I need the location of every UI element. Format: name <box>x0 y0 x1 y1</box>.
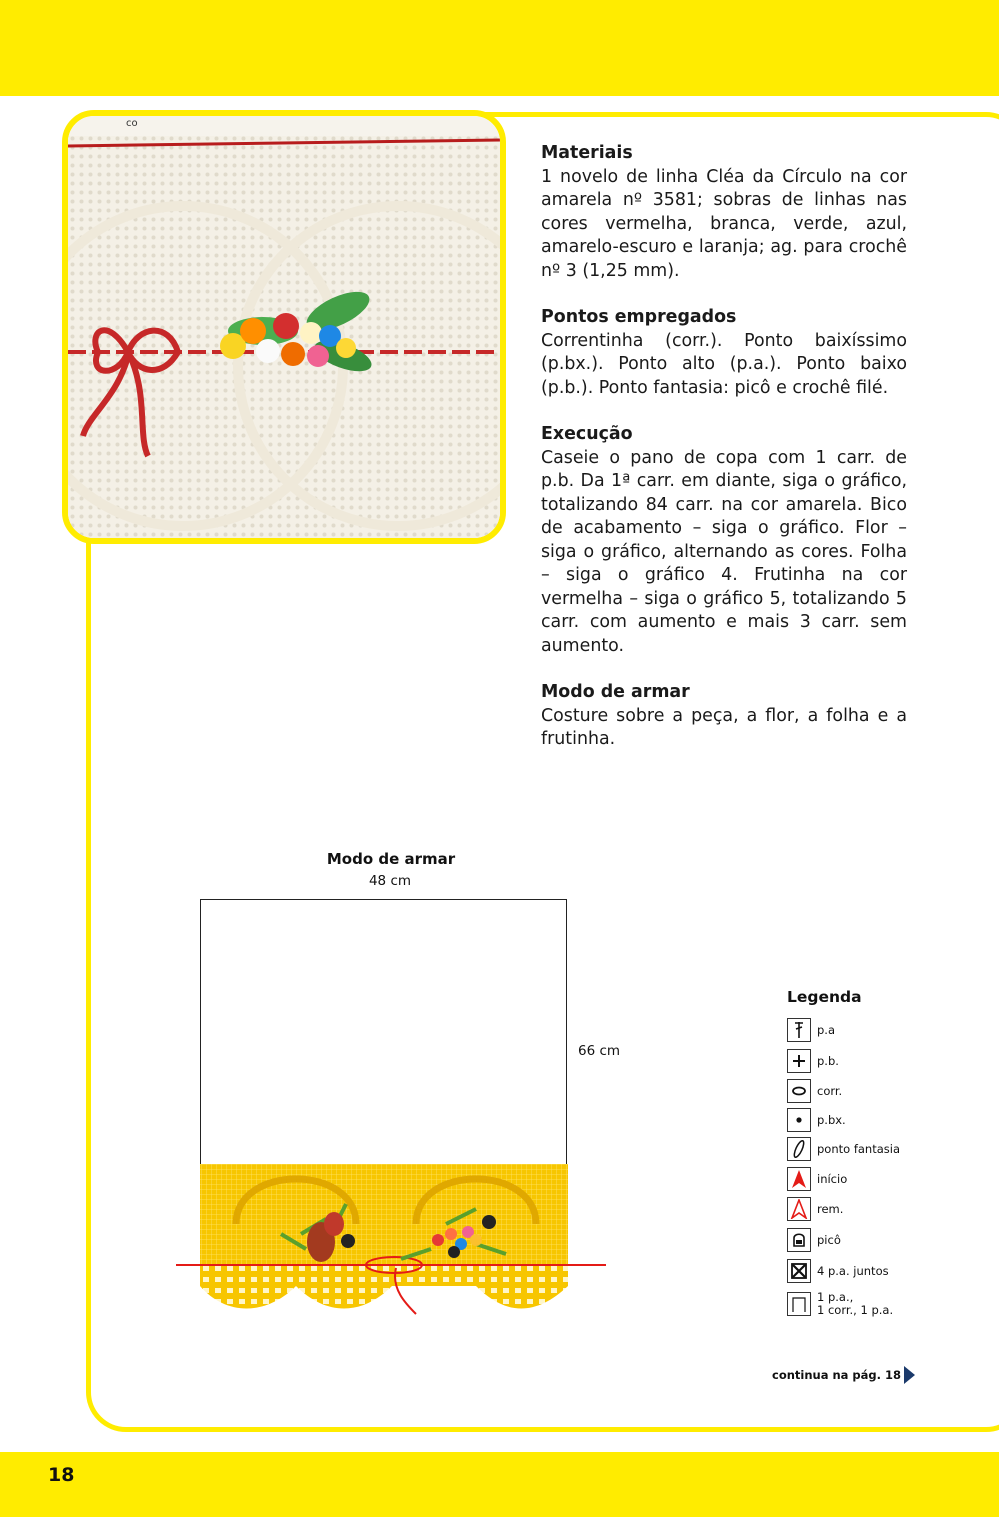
treble-crochet-icon <box>787 1018 811 1042</box>
legend-label: p.bx. <box>817 1112 846 1127</box>
picot-icon <box>787 1228 811 1252</box>
legend-label: início <box>817 1171 848 1186</box>
bottom-yellow-band <box>0 1452 999 1517</box>
legend-item-fantasia <box>787 1136 900 1162</box>
legend-item-pico <box>787 1227 841 1253</box>
diagram-height-label: 66 cm <box>578 1043 621 1059</box>
continue-link[interactable] <box>772 1366 915 1384</box>
diagram-title: Modo de armar <box>326 850 456 868</box>
crochet-border-chart <box>176 1164 606 1319</box>
photo-label: co <box>126 118 138 129</box>
legend-item-4pa <box>787 1258 889 1284</box>
legend-title: Legenda <box>787 988 862 1006</box>
legend-label: 1 p.a., 1 corr., 1 p.a. <box>817 1290 894 1317</box>
stitches-text: Correntinha (corr.). Ponto baixíssimo (p.bx.). Ponto alto (p.a.). Ponto baixo (p.b.). Ponto fantasia: picô e crochê filé. <box>541 330 907 398</box>
play-arrow-icon <box>904 1366 915 1384</box>
execution-text: Caseie o pano de copa com 1 carr. de p.b. Da 1ª carr. em diante, siga o gráfico, totalizando 84 carr. na cor amarela. Bico de acabamento – siga o gráfico. Flor – siga o gráfico, alternando as cores. Folha – siga o gráfico 4. Frutinha na cor vermelha – siga o gráfico 5, totalizando 5 carr. com aumento e mais 3 carr. sem aumento. <box>541 447 907 656</box>
instructions-column <box>541 142 907 775</box>
start-arrow-icon <box>787 1167 811 1191</box>
materials-text: 1 novelo de linha Cléa da Círculo na cor amarela nº 3581; sobras de linhas nas cores vermelha, branca, verde, azul, amarelo-escuro e laranja; ag. para crochê nº 3 (1,25 mm). <box>541 166 907 281</box>
single-crochet-icon <box>787 1049 811 1073</box>
legend-item-pb <box>787 1048 839 1074</box>
assembly-heading: Modo de armar <box>541 682 690 702</box>
crochet-towel-photo <box>68 116 500 538</box>
page-number: 18 <box>48 1464 75 1486</box>
continue-text: continua na pág. 18 <box>772 1368 902 1382</box>
legend-item-mesh <box>787 1290 893 1318</box>
legend-label: ponto fantasia <box>817 1141 900 1156</box>
assembly-text: Costure sobre a peça, a flor, a folha e a frutinha. <box>541 705 907 749</box>
fancy-stitch-icon <box>787 1137 811 1161</box>
diagram-width-label: 48 cm <box>368 873 412 889</box>
legend-item-corr <box>787 1078 842 1104</box>
legend-label: p.a <box>817 1022 836 1037</box>
legend-item-pbx <box>787 1107 846 1133</box>
four-together-icon <box>787 1259 811 1283</box>
product-photo <box>62 110 506 544</box>
stitches-heading: Pontos empregados <box>541 307 737 327</box>
legend-label: rem. <box>817 1201 844 1216</box>
legend-item-inicio <box>787 1166 847 1192</box>
execution-heading: Execução <box>541 424 633 444</box>
legend-item-pa <box>787 1017 835 1043</box>
open-mesh-icon <box>787 1292 811 1316</box>
slip-stitch-icon <box>787 1108 811 1132</box>
legend-item-rem <box>787 1196 843 1222</box>
towel-outline <box>200 899 567 1166</box>
fasten-off-arrow-icon <box>787 1197 811 1221</box>
chain-icon <box>787 1079 811 1103</box>
legend-label: p.b. <box>817 1053 839 1068</box>
legend-label: corr. <box>817 1083 843 1098</box>
legend-label: 4 p.a. juntos <box>817 1263 889 1278</box>
legend-label: picô <box>817 1232 841 1247</box>
materials-heading: Materiais <box>541 143 633 163</box>
top-yellow-band <box>0 0 999 96</box>
